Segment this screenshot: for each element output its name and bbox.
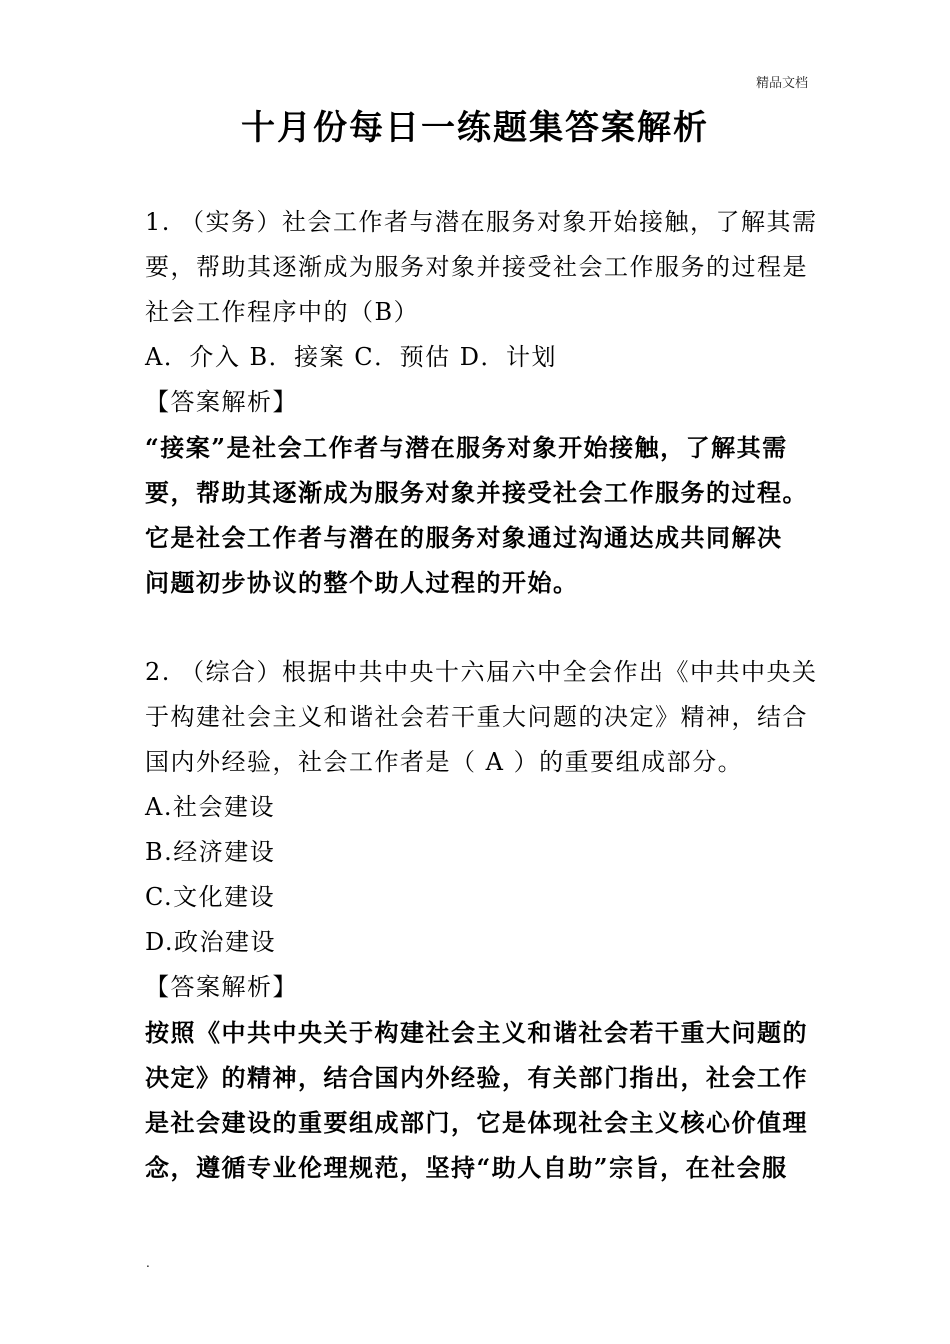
question-1	[145, 200, 818, 605]
question-2	[145, 650, 818, 1190]
analysis-line: 念，遵循专业伦理规范，坚持“助人自助”宗旨，在社会服	[145, 1153, 788, 1182]
analysis-line: 是社会建设的重要组成部门，它是体现社会主义核心价值理	[145, 1108, 808, 1137]
option-b: B.经济建设	[145, 838, 276, 866]
document-body	[145, 200, 818, 1190]
analysis-heading: 【答案解析】	[145, 973, 298, 1001]
header-note: 精品文档	[755, 76, 808, 91]
question-text-line: 于构建社会主义和谐社会若干重大问题的决定》精神，结合	[145, 703, 808, 731]
page-title: 十月份每日一练题集答案解析	[241, 108, 709, 148]
analysis-line: 要，帮助其逐渐成为服务对象并接受社会工作服务的过程。	[145, 478, 808, 507]
question-text-line: 2. （综合）根据中共中央十六届六中全会作出《中共中央关	[145, 658, 818, 686]
analysis-line: 按照《中共中央关于构建社会主义和谐社会若干重大问题的	[145, 1018, 808, 1047]
option-a: A.社会建设	[145, 793, 275, 821]
option-d: D.政治建设	[145, 928, 277, 956]
analysis-line: 决定》的精神，结合国内外经验，有关部门指出，社会工作	[145, 1063, 808, 1092]
analysis-line: “接案”是社会工作者与潜在服务对象开始接触，了解其需	[145, 433, 788, 462]
question-text-line: 1. （实务）社会工作者与潜在服务对象开始接触，了解其需	[145, 208, 818, 236]
analysis-line: 问题初步协议的整个助人过程的开始。	[145, 568, 579, 597]
spacer	[145, 605, 810, 650]
question-text-line: 国内外经验，社会工作者是（ A ）的重要组成部分。	[145, 748, 744, 776]
question-options: A．介入 B．接案 C．预估 D．计划	[145, 343, 557, 371]
analysis-line: 它是社会工作者与潜在的服务对象通过沟通达成共同解决	[145, 523, 783, 552]
option-c: C.文化建设	[145, 883, 276, 911]
question-text-line: 社会工作程序中的（B）	[145, 298, 420, 326]
footer-mark: .	[146, 1256, 150, 1270]
question-text-line: 要，帮助其逐渐成为服务对象并接受社会工作服务的过程是	[145, 253, 808, 281]
analysis-heading: 【答案解析】	[145, 388, 298, 416]
